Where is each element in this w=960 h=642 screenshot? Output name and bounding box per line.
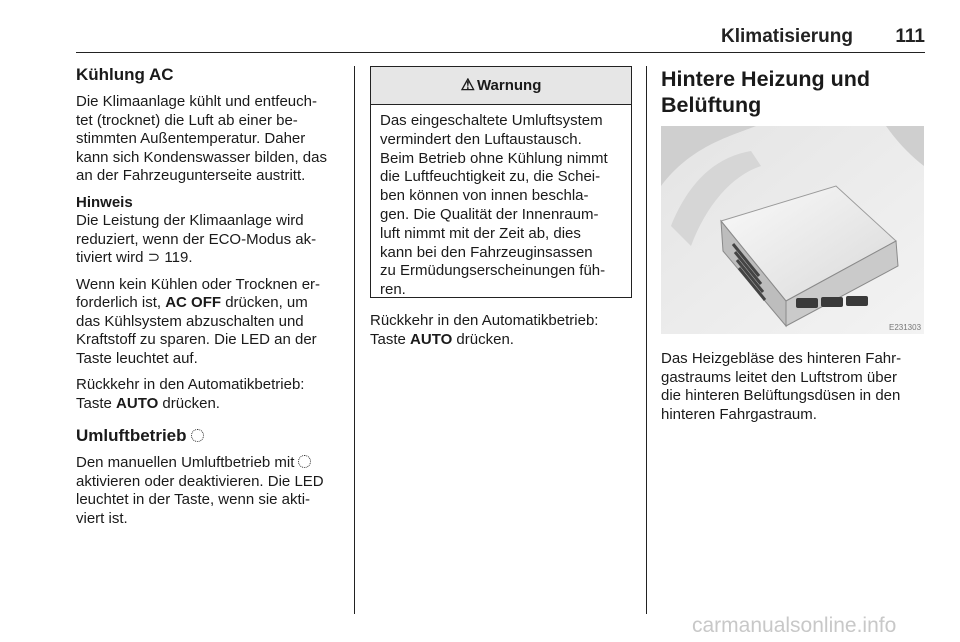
section-heading-cooling: Kühlung AC bbox=[76, 65, 174, 84]
recirculation-icon bbox=[298, 455, 311, 468]
text-line bbox=[370, 331, 632, 350]
warning-header bbox=[371, 67, 631, 105]
heading-line: Belüftung bbox=[661, 93, 762, 117]
text-line: vermindert den Luftaustausch. bbox=[380, 130, 582, 148]
text-fragment: Taste bbox=[370, 330, 411, 348]
paragraph-auto-col2 bbox=[370, 312, 632, 349]
text-line: Beim Betrieb ohne Kühlung nimmt bbox=[380, 149, 608, 167]
column-3 bbox=[661, 66, 926, 118]
button-name-auto: AUTO bbox=[410, 330, 453, 348]
text-line: hinteren Fahrgastraum. bbox=[661, 405, 817, 423]
heading-line: Hintere Heizung und bbox=[661, 67, 871, 91]
text-line: das Kühlsystem abzuschalten und bbox=[76, 312, 304, 330]
button-name-auto: AUTO bbox=[116, 394, 159, 412]
text-line: viert ist. bbox=[76, 509, 128, 527]
text-line: Die Leistung der Klimaanlage wird bbox=[76, 212, 304, 229]
watermark: carmanualsonline.info bbox=[692, 614, 897, 637]
text-line: ben können von innen beschla- bbox=[380, 187, 589, 205]
text-line: tet (trocknet) die Luft ab einer be- bbox=[76, 111, 298, 129]
heading-text: Umluftbetrieb bbox=[76, 426, 187, 445]
column-divider-left bbox=[354, 66, 355, 614]
note-block bbox=[76, 194, 346, 268]
text-line: Wenn kein Kühlen oder Trocknen er- bbox=[76, 275, 321, 293]
text-line: aktivieren oder deaktivieren. Die LED bbox=[76, 472, 324, 490]
page-reference-link[interactable]: tiviert wird ⊃ 119. bbox=[76, 249, 193, 266]
note-label: Hinweis bbox=[76, 193, 133, 211]
text-fragment: drücken, um bbox=[221, 294, 308, 311]
text-line: ren. bbox=[380, 281, 406, 299]
text-line: Die Klimaanlage kühlt und entfeuch- bbox=[76, 93, 317, 110]
text-line: stimmten Außentemperatur. Daher bbox=[76, 130, 306, 147]
image-code: E231303 bbox=[889, 323, 922, 332]
text-line: Kraftstoff zu sparen. Die LED an der bbox=[76, 331, 317, 348]
column-divider-right bbox=[646, 66, 647, 614]
warning-box bbox=[370, 66, 632, 298]
page-title: Klimatisierung bbox=[721, 26, 853, 47]
text-line: gen. Die Qualität der Innenraum- bbox=[380, 205, 599, 223]
column-1 bbox=[76, 64, 346, 536]
text-line bbox=[76, 454, 346, 473]
text-line: gastraums leitet den Luftstrom über bbox=[661, 368, 897, 386]
paragraph-cooling bbox=[76, 93, 346, 186]
text-line: die Luftfeuchtigkeit zu, die Schei- bbox=[380, 168, 601, 186]
recirculation-icon bbox=[191, 429, 204, 442]
button-name-ac-off: AC OFF bbox=[165, 294, 222, 311]
warning-triangle-icon: ⚠ bbox=[460, 77, 475, 94]
column-3-text bbox=[661, 350, 926, 432]
text-line: kann sich Kondenswasser bilden, das bbox=[76, 148, 327, 166]
text-line: Das eingeschaltete Umluftsystem bbox=[380, 112, 603, 129]
text-fragment: forderlich ist, bbox=[76, 294, 166, 311]
paragraph-auto bbox=[76, 376, 346, 413]
warning-text bbox=[371, 105, 631, 300]
page-number: 111 bbox=[895, 26, 925, 47]
text-fragment: Den manuellen Umluftbetrieb mit bbox=[76, 454, 295, 471]
paragraph-rear-heating bbox=[661, 350, 926, 424]
text-line bbox=[76, 294, 346, 313]
section-heading-recirculation bbox=[76, 425, 346, 447]
text-fragment: drücken. bbox=[158, 394, 220, 412]
paragraph-recirculation bbox=[76, 454, 346, 528]
text-line: die hinteren Belüftungsdüsen in den bbox=[661, 387, 901, 404]
text-line: zu Ermüdungserscheinungen füh- bbox=[380, 262, 606, 280]
text-line: leuchtet in der Taste, wenn sie akti- bbox=[76, 491, 311, 508]
rear-vent-photo bbox=[661, 126, 924, 334]
paragraph-ac-off bbox=[76, 276, 346, 369]
text-line bbox=[76, 395, 346, 414]
text-line: Rückkehr in den Automatikbetrieb: bbox=[76, 376, 305, 393]
text-line: reduziert, wenn der ECO-Modus ak- bbox=[76, 230, 317, 248]
text-line: luft nimmt mit der Zeit ab, dies bbox=[380, 224, 581, 242]
section-heading-rear-heating bbox=[661, 66, 926, 118]
text-line: Das Heizgebläse des hinteren Fahr- bbox=[661, 350, 902, 367]
text-fragment: Taste bbox=[76, 394, 117, 412]
column-2-text bbox=[370, 312, 632, 357]
text-line: an der Fahrzeugunterseite austritt. bbox=[76, 167, 306, 184]
page-header bbox=[76, 28, 925, 53]
text-line: kann bei den Fahrzeuginsassen bbox=[380, 243, 593, 261]
text-line: Taste leuchtet auf. bbox=[76, 349, 198, 367]
text-line: Rückkehr in den Automatikbetrieb: bbox=[370, 312, 599, 329]
text-fragment: drücken. bbox=[452, 330, 514, 348]
warning-title: Warnung bbox=[476, 77, 542, 94]
